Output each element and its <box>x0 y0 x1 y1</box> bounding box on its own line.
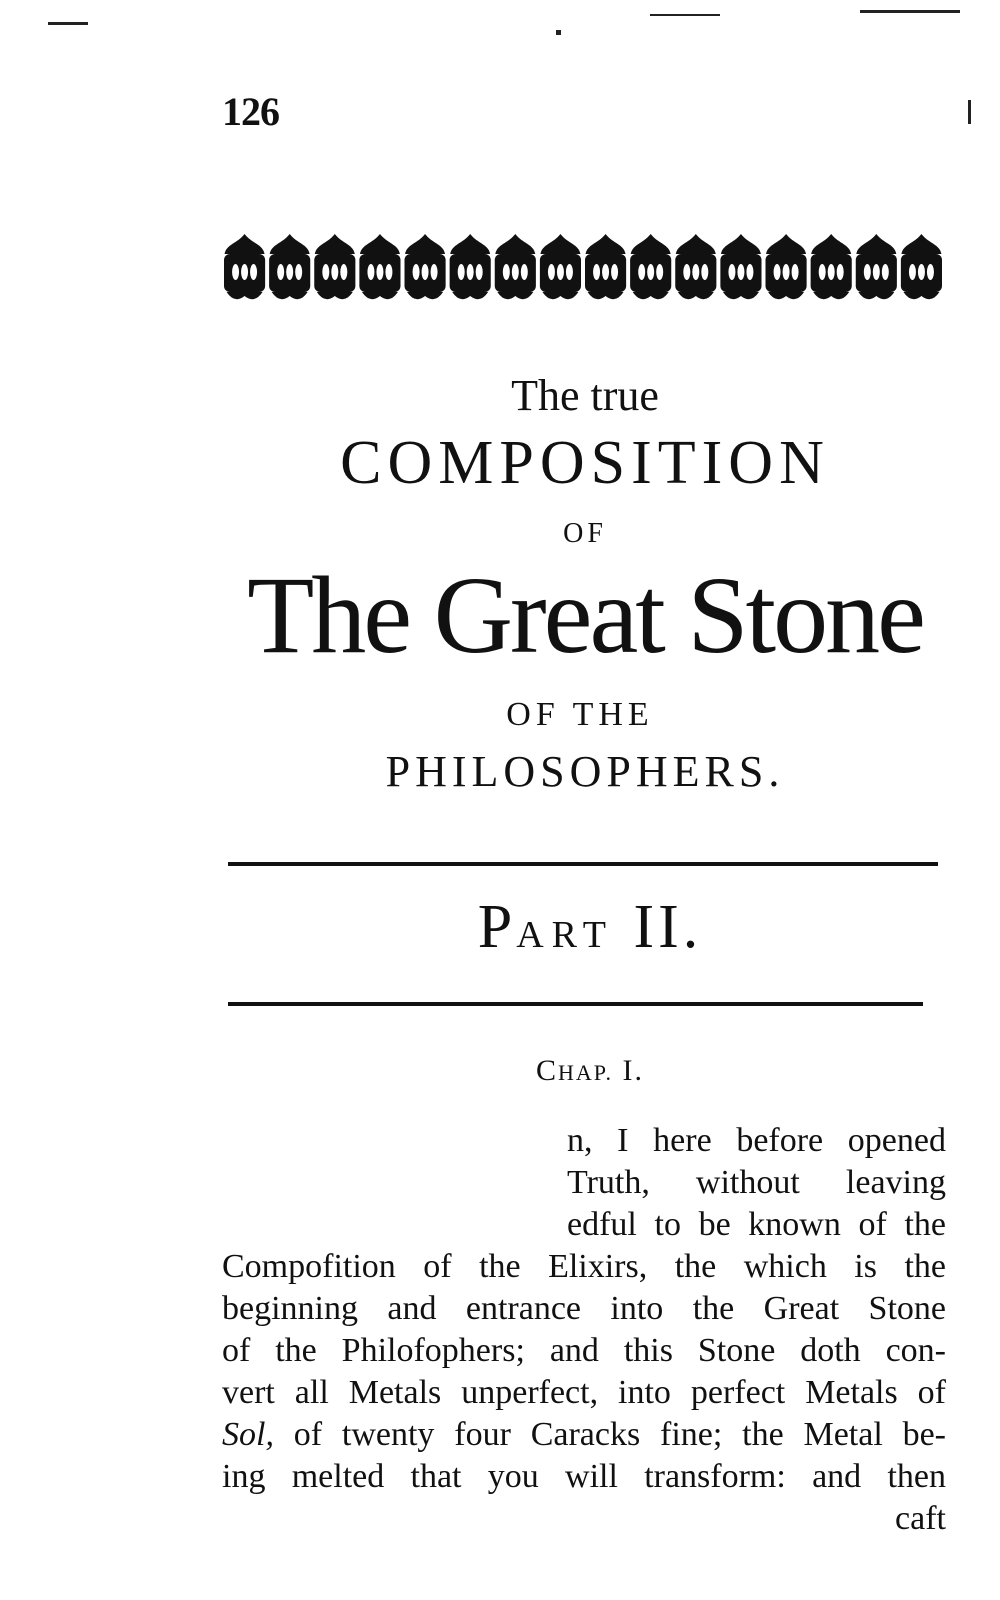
text-line: edful to be known of the <box>567 1206 946 1243</box>
fleuron-unit <box>405 234 446 299</box>
text-line <box>222 1414 946 1456</box>
text-line: Truth, without leaving <box>567 1164 946 1201</box>
chapter-heading <box>0 1054 1000 1088</box>
text-line: Compofition of the Elixirs, the which is the <box>222 1248 946 1285</box>
title-line-5: OF THE <box>506 696 654 733</box>
page-number: 126 <box>222 89 279 134</box>
fleuron-unit <box>720 234 761 299</box>
fleuron-unit <box>856 234 897 299</box>
title-line-6: PHILOSOPHERS. <box>385 747 785 796</box>
chapter-numeral: I. <box>622 1054 645 1087</box>
chapter-rest: HAP. <box>557 1060 614 1085</box>
text-line: n, I here before opened <box>567 1122 946 1159</box>
horizontal-rule <box>228 1002 923 1006</box>
chapter-initial: C <box>535 1054 558 1087</box>
title-line-2: COMPOSITION <box>340 429 830 497</box>
title-line-4: The Great Stone <box>247 554 923 676</box>
part-rest: ART <box>516 914 614 956</box>
text-line: beginning and entrance into the Great Stone <box>222 1290 946 1327</box>
scan-mark <box>48 22 88 25</box>
fleuron-unit <box>540 234 581 299</box>
fleuron-unit <box>811 234 852 299</box>
fleuron-unit <box>766 234 807 299</box>
fleuron-ornament-icon <box>222 230 944 306</box>
fleuron-unit <box>585 234 626 299</box>
scan-mark <box>650 14 720 16</box>
fleuron-unit <box>450 234 491 299</box>
text-line: of the Philofophers; and this Stone doth con- <box>222 1332 946 1369</box>
part-numeral: II. <box>633 893 703 961</box>
part-initial: P <box>477 893 517 961</box>
fleuron-unit <box>901 234 942 299</box>
catchword: caft <box>895 1500 946 1537</box>
fleuron-unit <box>269 234 310 299</box>
italic-word: Sol, <box>222 1416 274 1453</box>
title-line-3: OF <box>563 518 607 549</box>
text-line-rest: of twenty four Caracks fine; the Metal be- <box>293 1416 946 1453</box>
scan-mark <box>860 10 960 13</box>
horizontal-rule <box>228 862 938 866</box>
fleuron-unit <box>495 234 536 299</box>
fleuron-unit <box>314 234 355 299</box>
fleuron-unit <box>224 234 265 299</box>
title-line-1: The true <box>511 371 659 420</box>
fleuron-unit <box>675 234 716 299</box>
fleuron-unit <box>359 234 400 299</box>
scan-mark <box>556 30 561 35</box>
text-line: vert all Metals unperfect, into perfect Metals of <box>222 1374 946 1411</box>
scan-mark <box>968 100 971 124</box>
part-heading <box>0 892 1000 963</box>
body-text <box>222 1120 946 1540</box>
ornament-band <box>222 230 944 306</box>
text-line: ing melted that you will transform: and then <box>222 1458 946 1495</box>
fleuron-unit <box>630 234 671 299</box>
